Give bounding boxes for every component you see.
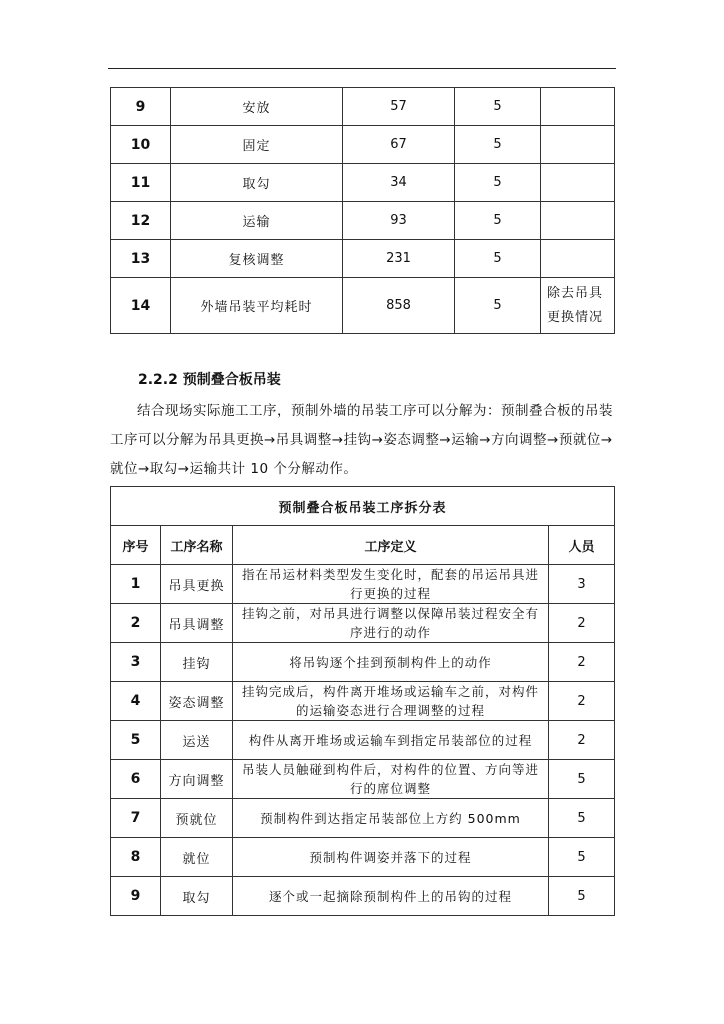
people-count: 5 <box>455 278 541 334</box>
time-table-continued <box>110 87 615 334</box>
header-def: 工序定义 <box>233 526 549 565</box>
people-count: 5 <box>549 877 615 916</box>
section-heading <box>138 369 281 389</box>
time-value: 93 <box>343 202 455 240</box>
table-row <box>111 202 615 240</box>
section-title: 预制叠合板吊装 <box>182 372 281 388</box>
table-row <box>111 760 615 799</box>
paragraph-text: 结合现场实际施工工序，预制外墙的吊装工序可以分解为：预制叠合板的吊装工序可以分解为吊具更换→吊具调整→挂钩→姿态调整→运输→方向调整→预就位→就位→取勾→运输共计 10 个分解动作。 <box>110 403 613 477</box>
process-definition: 预制构件调姿并落下的过程 <box>233 838 549 877</box>
table-row <box>111 838 615 877</box>
process-definition: 预制构件到达指定吊装部位上方约 500mm <box>233 799 549 838</box>
process-definition: 将吊钩逐个挂到预制构件上的动作 <box>233 643 549 682</box>
people-count: 5 <box>549 760 615 799</box>
table-row <box>111 88 615 126</box>
people-count: 5 <box>455 88 541 126</box>
people-count: 3 <box>549 565 615 604</box>
process-name: 预就位 <box>161 799 233 838</box>
table-row <box>111 278 615 334</box>
time-value: 57 <box>343 88 455 126</box>
table-row <box>111 565 615 604</box>
row-number: 1 <box>111 565 161 604</box>
people-count: 5 <box>455 240 541 278</box>
people-count: 5 <box>455 202 541 240</box>
table-row <box>111 164 615 202</box>
table-caption-row <box>111 487 615 526</box>
table-row <box>111 643 615 682</box>
process-definition: 指在吊运材料类型发生变化时，配套的吊运吊具进行更换的过程 <box>233 565 549 604</box>
process-definition: 吊装人员触碰到构件后，对构件的位置、方向等进行的席位调整 <box>233 760 549 799</box>
body-paragraph <box>110 397 614 484</box>
row-number: 12 <box>111 202 171 240</box>
header-people: 人员 <box>549 526 615 565</box>
process-definition: 构件从离开堆场或运输车到指定吊装部位的过程 <box>233 721 549 760</box>
people-count: 5 <box>455 126 541 164</box>
row-number: 10 <box>111 126 171 164</box>
section-number: 2.2.2 <box>138 372 178 388</box>
row-number: 6 <box>111 760 161 799</box>
header-rule <box>108 68 616 69</box>
process-name: 取勾 <box>161 877 233 916</box>
people-count: 5 <box>549 838 615 877</box>
process-name: 固定 <box>171 126 343 164</box>
process-name: 运输 <box>171 202 343 240</box>
time-value: 231 <box>343 240 455 278</box>
people-count: 2 <box>549 604 615 643</box>
process-definition: 挂钩之前，对吊具进行调整以保障吊装过程安全有序进行的动作 <box>233 604 549 643</box>
process-definition: 逐个或一起摘除预制构件上的吊钩的过程 <box>233 877 549 916</box>
process-name: 运送 <box>161 721 233 760</box>
process-name: 挂钩 <box>161 643 233 682</box>
table-row <box>111 126 615 164</box>
table-header-row <box>111 526 615 565</box>
row-number: 14 <box>111 278 171 334</box>
note-cell <box>541 202 615 240</box>
process-breakdown-table <box>110 486 615 916</box>
time-value: 858 <box>343 278 455 334</box>
row-number: 13 <box>111 240 171 278</box>
row-number: 9 <box>111 88 171 126</box>
row-number: 2 <box>111 604 161 643</box>
time-value: 67 <box>343 126 455 164</box>
process-definition: 挂钩完成后，构件离开堆场或运输车之前，对构件的运输姿态进行合理调整的过程 <box>233 682 549 721</box>
people-count: 2 <box>549 643 615 682</box>
row-number: 5 <box>111 721 161 760</box>
header-no: 序号 <box>111 526 161 565</box>
process-name: 安放 <box>171 88 343 126</box>
people-count: 5 <box>455 164 541 202</box>
header-name: 工序名称 <box>161 526 233 565</box>
people-count: 2 <box>549 721 615 760</box>
note-cell <box>541 88 615 126</box>
process-name: 就位 <box>161 838 233 877</box>
note-cell <box>541 164 615 202</box>
row-number: 4 <box>111 682 161 721</box>
row-number: 7 <box>111 799 161 838</box>
row-number: 8 <box>111 838 161 877</box>
table-row <box>111 799 615 838</box>
process-name: 外墙吊装平均耗时 <box>171 278 343 334</box>
note-cell <box>541 240 615 278</box>
row-number: 11 <box>111 164 171 202</box>
time-value: 34 <box>343 164 455 202</box>
process-name: 吊具调整 <box>161 604 233 643</box>
table-row <box>111 721 615 760</box>
table-row <box>111 604 615 643</box>
people-count: 2 <box>549 682 615 721</box>
process-name: 取勾 <box>171 164 343 202</box>
table-row <box>111 682 615 721</box>
note-cell <box>541 126 615 164</box>
row-number: 3 <box>111 643 161 682</box>
process-name: 方向调整 <box>161 760 233 799</box>
table-caption: 预制叠合板吊装工序拆分表 <box>111 487 615 526</box>
process-name: 吊具更换 <box>161 565 233 604</box>
process-name: 复核调整 <box>171 240 343 278</box>
table-row <box>111 240 615 278</box>
table-row <box>111 877 615 916</box>
row-number: 9 <box>111 877 161 916</box>
people-count: 5 <box>549 799 615 838</box>
process-name: 姿态调整 <box>161 682 233 721</box>
note-cell: 除去吊具更换情况 <box>541 278 615 334</box>
